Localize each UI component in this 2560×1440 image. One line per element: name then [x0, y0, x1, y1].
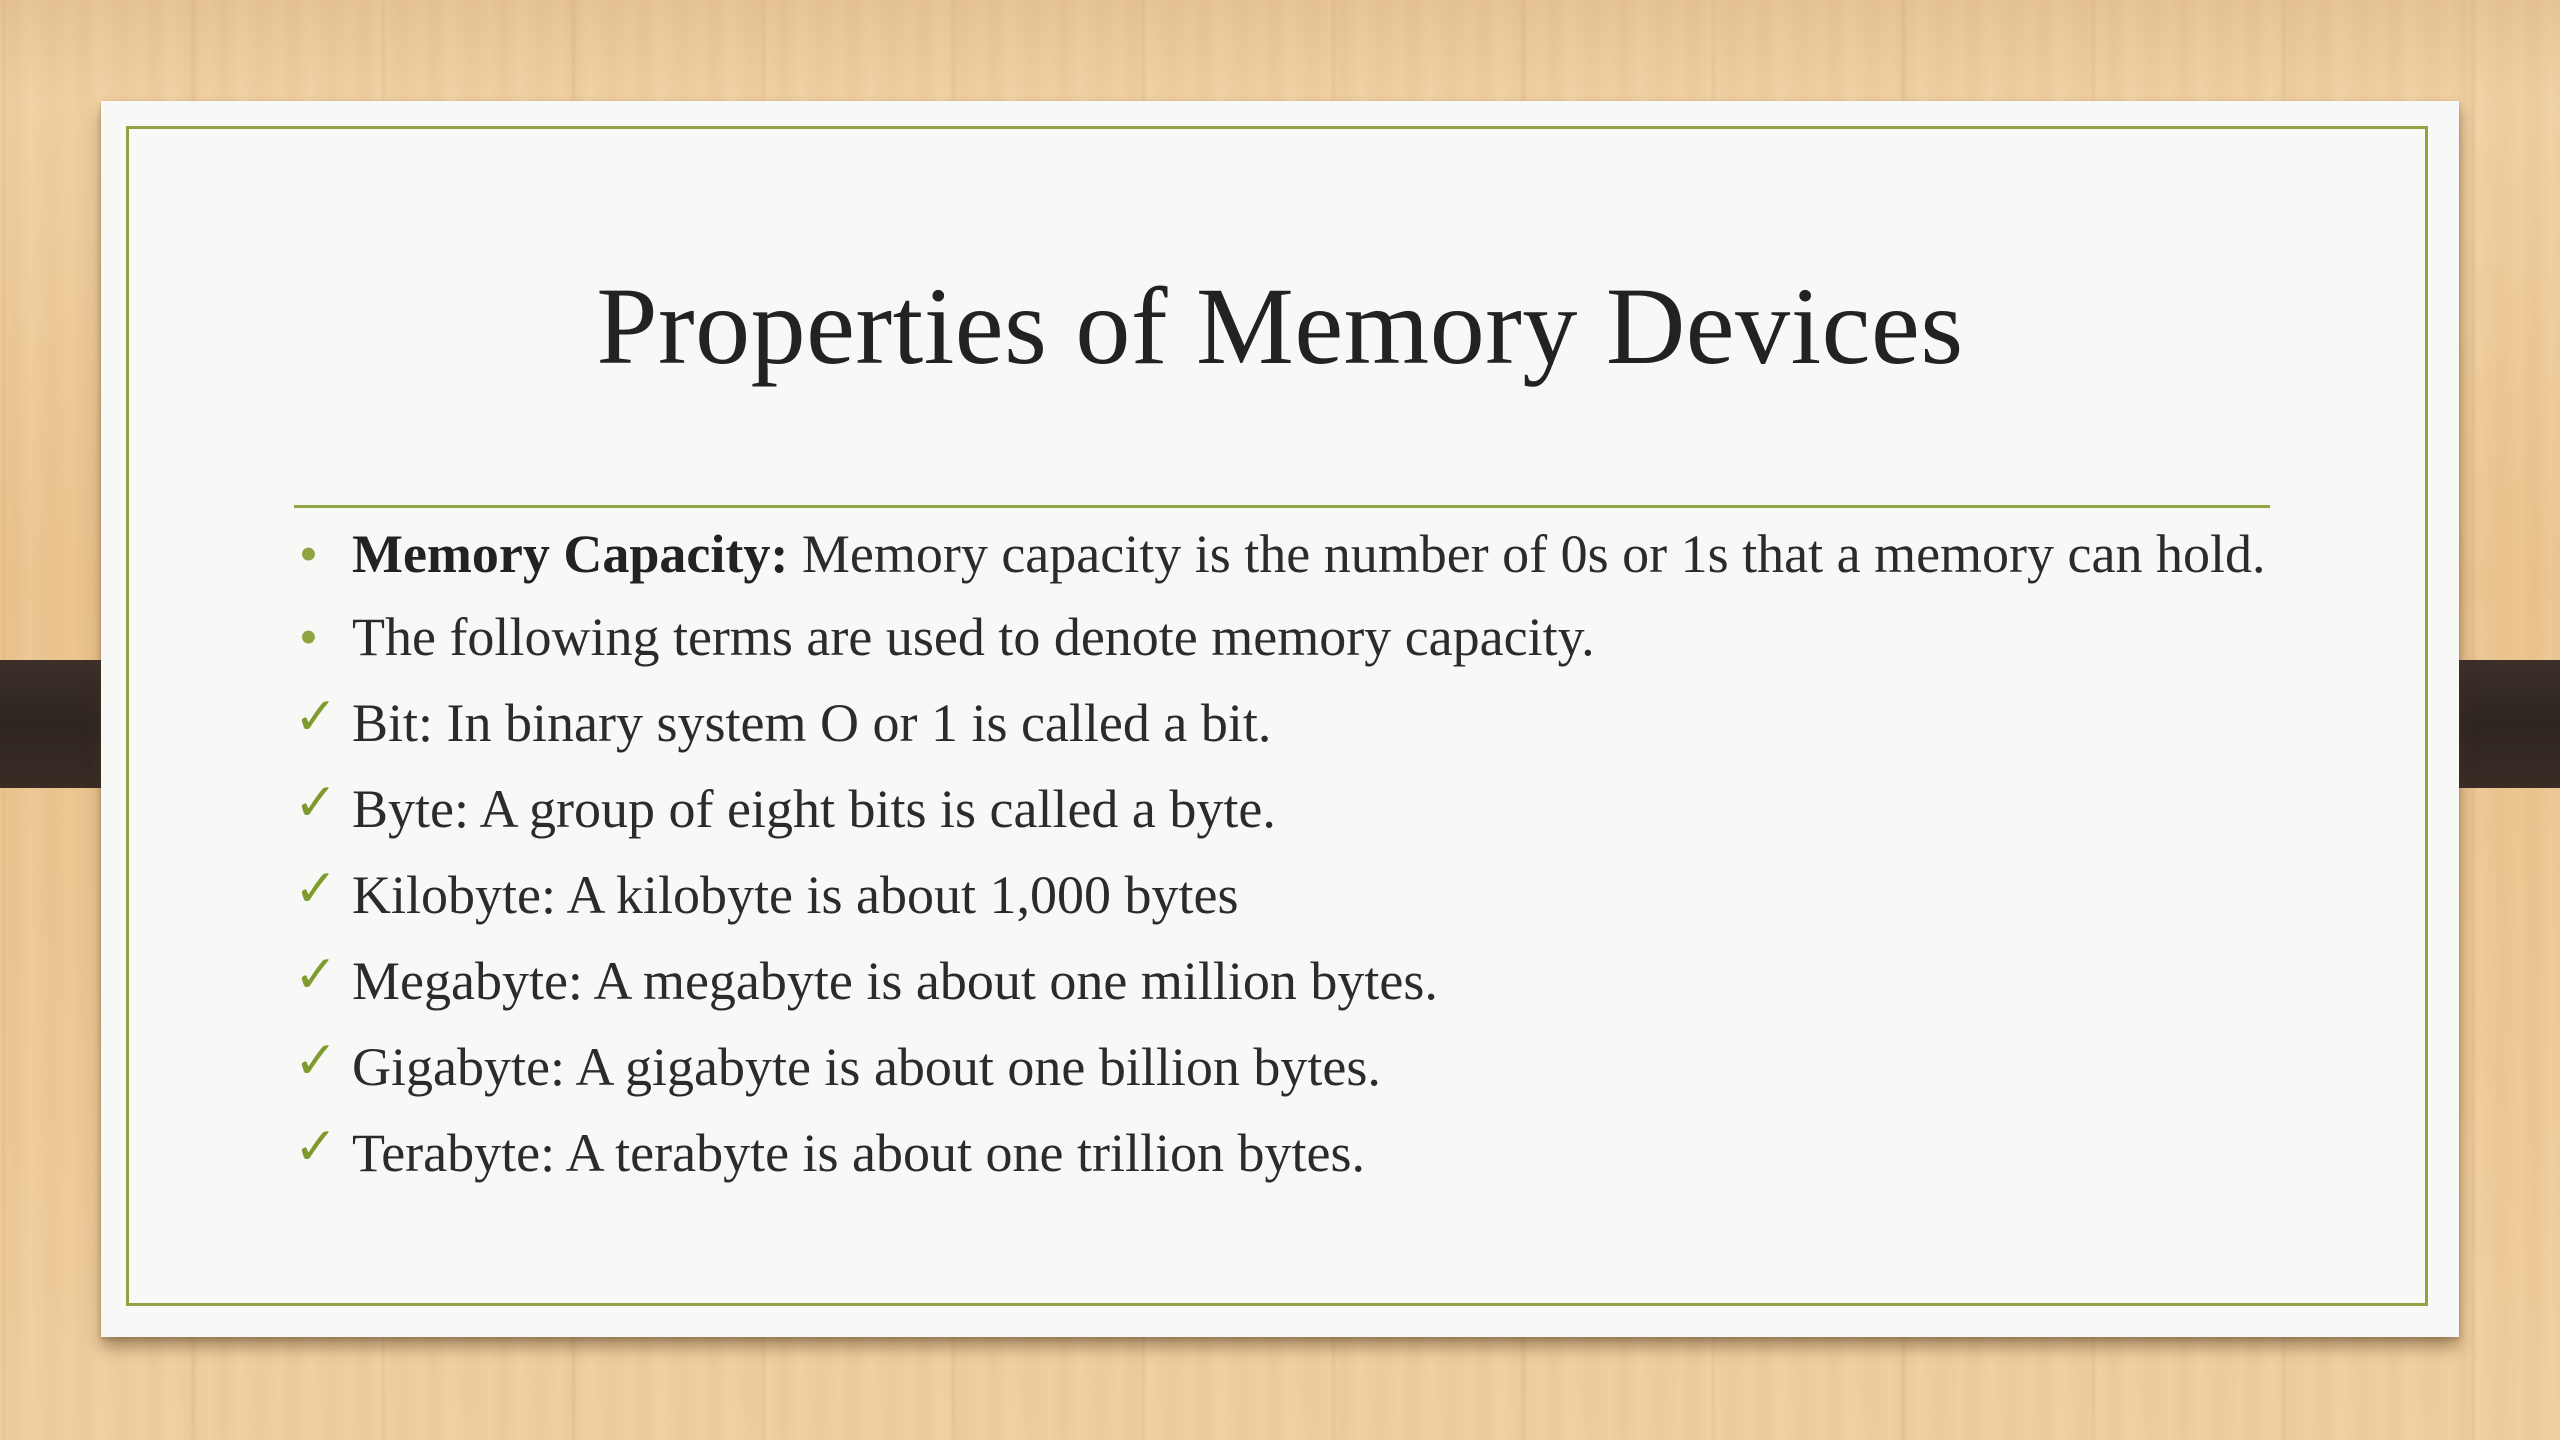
- item-bold-lead: Memory Capacity:: [352, 524, 789, 584]
- item-text: Terabyte: A terabyte is about one trillion bytes.: [352, 1123, 1365, 1183]
- slide-content: [294, 526, 2304, 1211]
- checkmark-icon: ✓: [294, 687, 338, 747]
- checkmark-icon: ✓: [294, 1031, 338, 1091]
- list-item: [294, 945, 2304, 1011]
- item-text: Memory capacity is the number of 0s or 1s that a memory can hold.: [788, 524, 2266, 584]
- list-item: [294, 1117, 2304, 1183]
- item-text: Byte: A group of eight bits is called a byte.: [352, 779, 1276, 839]
- bullet-icon: •: [299, 607, 318, 667]
- list-item: [294, 526, 2304, 582]
- checkmark-icon: ✓: [294, 945, 338, 1005]
- checkmark-icon: ✓: [294, 1117, 338, 1177]
- list-item: [294, 609, 2304, 665]
- checkmark-icon: ✓: [294, 859, 338, 919]
- item-text: Gigabyte: A gigabyte is about one billion bytes.: [352, 1037, 1381, 1097]
- bullet-icon: •: [299, 524, 318, 584]
- wood-background-band: [0, 0, 2560, 100]
- list-item: [294, 687, 2304, 753]
- list-item: [294, 1031, 2304, 1097]
- title-divider: [294, 505, 2270, 508]
- item-text: The following terms are used to denote memory capacity.: [352, 607, 1595, 667]
- slide: [101, 101, 2459, 1337]
- item-text: Kilobyte: A kilobyte is about 1,000 bytes: [352, 865, 1239, 925]
- slide-title: Properties of Memory Devices: [596, 265, 1964, 387]
- item-text: Megabyte: A megabyte is about one million bytes.: [352, 951, 1438, 1011]
- list-item: [294, 859, 2304, 925]
- checkmark-icon: ✓: [294, 773, 338, 833]
- item-text: Bit: In binary system O or 1 is called a bit.: [352, 693, 1272, 753]
- list-item: [294, 773, 2304, 839]
